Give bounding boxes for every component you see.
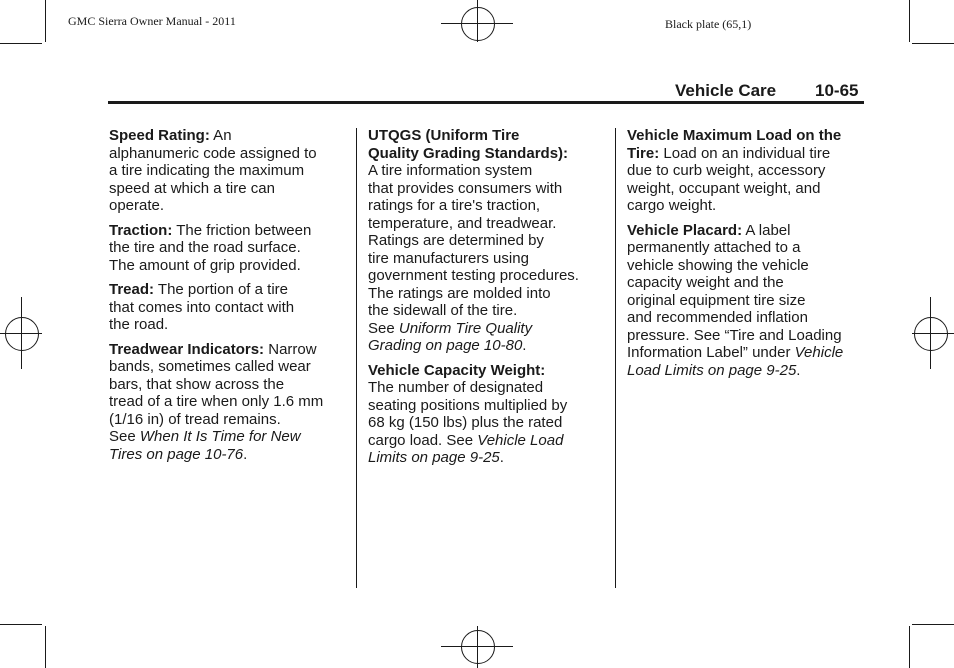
definition-text: seating positions multiplied by (368, 396, 568, 414)
definition-text: See (368, 319, 399, 337)
definition-text: capacity weight and the (627, 274, 784, 291)
column-3 (627, 127, 867, 386)
definition-text: tire manufacturers using (368, 249, 529, 267)
definition-text: temperature, and treadwear. (368, 214, 557, 232)
glossary-term: Speed Rating: (109, 127, 210, 144)
glossary-term: Treadwear Indicators: (109, 340, 265, 358)
glossary-term: Vehicle Capacity Weight: (368, 361, 546, 379)
definition-text: An (209, 127, 232, 144)
page-reference: Vehicle (794, 344, 844, 361)
page-reference: Vehicle Load (477, 431, 564, 449)
definition-text: The ratings are molded into (368, 284, 551, 302)
print-meta-left: GMC Sierra Owner Manual - 2011 (68, 14, 236, 28)
definition-text: bars, that show across the (109, 375, 285, 393)
glossary-entry (109, 341, 349, 464)
definition-text: pressure. See “Tire and Loading (627, 326, 842, 344)
glossary-entry (627, 222, 867, 380)
crop-mark (45, 626, 46, 668)
definition-text: Narrow (264, 340, 317, 358)
glossary-term: Vehicle Placard: (627, 221, 743, 239)
definition-text: that provides consumers with (368, 179, 563, 197)
definition-text: speed at which a tire can (109, 179, 275, 197)
definition-text: . (243, 445, 248, 463)
definition-text: Ratings are determined by (368, 232, 544, 249)
definition-text: The number of designated (368, 379, 544, 396)
definition-text: permanently attached to a (627, 239, 801, 256)
definition-text: cargo load. See (368, 431, 478, 449)
crop-mark (0, 43, 42, 44)
definition-text: The portion of a tire (154, 281, 288, 298)
definition-text: operate. (109, 197, 165, 214)
definition-text: the road. (109, 316, 169, 333)
column-divider (615, 128, 616, 588)
definition-text: See (109, 428, 140, 445)
column-2 (368, 127, 608, 474)
definition-text: that comes into contact with (109, 298, 295, 316)
definition-text: government testing procedures. (368, 267, 579, 284)
definition-text: The friction between (172, 221, 312, 239)
crop-mark (45, 0, 46, 42)
glossary-entry (368, 362, 608, 467)
print-meta-right: Black plate (65,1) (665, 17, 752, 31)
glossary-entry (627, 127, 867, 215)
definition-text: (1/16 in) of tread remains. (109, 410, 281, 428)
definition-text: the sidewall of the tire. (368, 302, 518, 319)
glossary-term: Vehicle Maximum Load on the (627, 127, 842, 144)
definition-text: due to curb weight, accessory (627, 162, 826, 179)
definition-text: and recommended inflation (627, 309, 808, 326)
definition-text: 68 kg (150 lbs) plus the rated (368, 414, 563, 431)
glossary-entry (109, 281, 349, 334)
glossary-term: UTQGS (Uniform Tire (368, 127, 520, 144)
definition-text: ratings for a tire's traction, (368, 197, 541, 214)
page-reference: Tires on page 10-76 (109, 445, 244, 463)
glossary-entry (109, 222, 349, 275)
definition-text: . (522, 337, 527, 354)
definition-text: The amount of grip provided. (109, 256, 301, 274)
definition-text: Load on an individual tire (659, 144, 831, 162)
crop-mark (909, 626, 910, 668)
glossary-term: Traction: (109, 221, 173, 239)
definition-text: . (796, 361, 801, 379)
definition-text: original equipment tire size (627, 291, 806, 309)
definition-text: a tire indicating the maximum (109, 162, 305, 179)
page-reference: Uniform Tire Quality (398, 319, 533, 337)
page-number: 10-65 (815, 81, 859, 100)
definition-text: the tire and the road surface. (109, 239, 301, 256)
definition-text: cargo weight. (627, 197, 717, 214)
crop-mark (909, 0, 910, 42)
page-reference: Load Limits on page 9-25 (627, 361, 797, 379)
glossary-entry (109, 127, 349, 215)
glossary-entry (368, 127, 608, 355)
page-reference: Grading on page 10-80 (368, 337, 523, 354)
section-title: Vehicle Care (675, 81, 777, 100)
crop-mark (912, 624, 954, 625)
column-divider (356, 128, 357, 588)
definition-text: alphanumeric code assigned to (109, 144, 317, 162)
glossary-term: Tread: (109, 281, 155, 298)
page-reference: When It Is Time for New (139, 428, 301, 445)
header-rule (108, 101, 864, 104)
glossary-term: Tire: (627, 144, 660, 162)
glossary-term: Quality Grading Standards): (368, 144, 569, 162)
definition-text: A label (742, 221, 791, 239)
crop-mark (0, 624, 42, 625)
column-1 (109, 127, 349, 470)
definition-text: bands, sometimes called wear (109, 358, 311, 375)
definition-text: Information Label” under (627, 344, 795, 361)
page-reference: Limits on page 9-25 (368, 449, 500, 466)
definition-text: . (499, 449, 504, 466)
crop-mark (912, 43, 954, 44)
definition-text: weight, occupant weight, and (627, 179, 821, 197)
definition-text: A tire information system (368, 162, 533, 179)
definition-text: tread of a tire when only 1.6 mm (109, 393, 324, 410)
definition-text: vehicle showing the vehicle (627, 256, 809, 274)
